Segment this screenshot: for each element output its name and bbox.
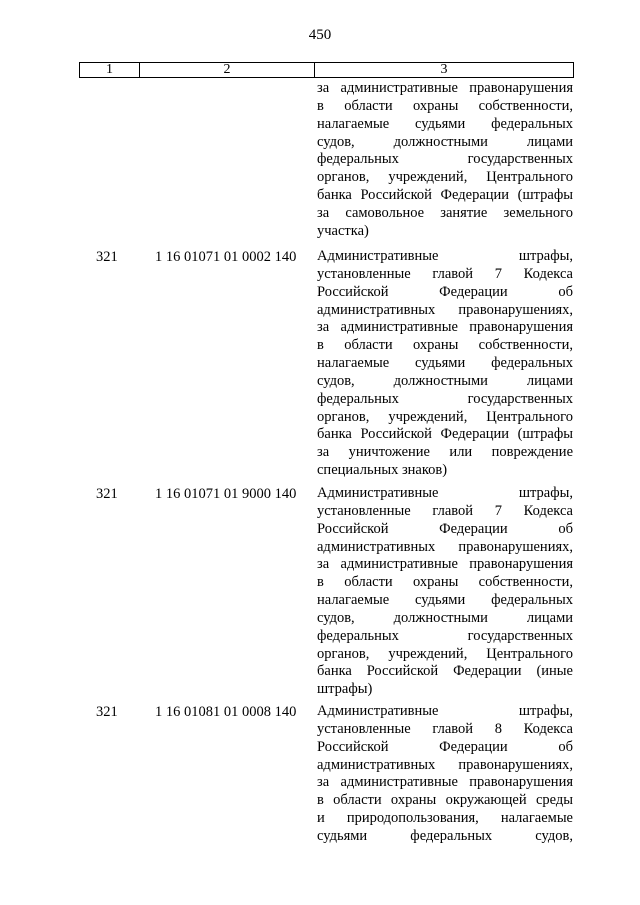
header-col-3: 3 — [440, 62, 448, 77]
description-line: установленные главой 7 Кодекса — [317, 265, 573, 282]
description-line: судов, должностными лицами — [317, 133, 573, 150]
description-line: федеральных государственных — [317, 151, 573, 168]
description-line: участка) — [317, 222, 369, 239]
description-line: банка Российской Федерации (штрафы — [317, 187, 573, 204]
description-line: органов, учреждений, Центрального — [317, 169, 573, 186]
header-col-2: 2 — [140, 63, 315, 77]
description-line: судов, должностными лицами — [317, 609, 573, 626]
description-line: за уничтожение или повреждение — [317, 444, 573, 461]
description-line: штрафы) — [317, 681, 373, 698]
description-line: административных правонарушениях, — [317, 538, 573, 555]
row-description — [317, 703, 573, 846]
description-line: налагаемые судьями федеральных — [317, 355, 573, 372]
description-line: в области охраны собственности, — [317, 97, 573, 114]
row-description — [317, 485, 573, 699]
description-line: специальных знаков) — [317, 462, 448, 479]
continued-description — [317, 80, 573, 241]
table-header — [79, 62, 574, 78]
description-line: налагаемые судьями федеральных — [317, 115, 573, 132]
description-line: в области охраны собственности, — [317, 574, 573, 591]
description-line: налагаемые судьями федеральных — [317, 592, 573, 609]
description-line: судьями федеральных судов, — [317, 827, 573, 844]
description-line: и природопользования, налагаемые — [317, 810, 573, 827]
description-line: Административные штрафы, — [317, 485, 573, 501]
row-description — [317, 248, 573, 480]
description-line: федеральных государственных — [317, 390, 573, 407]
description-line: Российской Федерации об — [317, 283, 573, 300]
header-col-1: 1 — [80, 63, 140, 77]
description-line: Административные штрафы, — [317, 248, 573, 264]
description-line: установленные главой 7 Кодекса — [317, 502, 573, 519]
description-line: административных правонарушениях, — [317, 301, 573, 318]
description-line: за самовольное занятие земельного — [317, 204, 573, 221]
description-line: в области охраны окружающей среды — [317, 792, 573, 809]
description-line: за административные правонарушения — [317, 774, 573, 791]
admin-code: 321 — [96, 486, 118, 502]
description-line: установленные главой 8 Кодекса — [317, 720, 573, 737]
description-line: административных правонарушениях, — [317, 756, 573, 773]
admin-code: 321 — [96, 249, 118, 265]
description-line: Российской Федерации об — [317, 520, 573, 537]
description-line: банка Российской Федерации (иные — [317, 663, 573, 680]
description-line: органов, учреждений, Центрального — [317, 645, 573, 662]
description-line: судов, должностными лицами — [317, 372, 573, 389]
description-line: в области охраны собственности, — [317, 337, 573, 354]
description-line: Административные штрафы, — [317, 703, 573, 719]
description-line: федеральных государственных — [317, 627, 573, 644]
description-line: Российской Федерации об — [317, 738, 573, 755]
description-line: органов, учреждений, Центрального — [317, 408, 573, 425]
budget-classification-code: 1 16 01081 01 0008 140 — [155, 704, 297, 720]
admin-code: 321 — [96, 704, 118, 720]
description-line: банка Российской Федерации (штрафы — [317, 426, 573, 443]
description-line: за административные правонарушения — [317, 319, 573, 336]
description-line: за административные правонарушения — [317, 556, 573, 573]
page-number: 450 — [308, 27, 332, 43]
description-line: за административные правонарушения — [317, 80, 573, 96]
budget-classification-code: 1 16 01071 01 0002 140 — [155, 249, 297, 265]
budget-classification-code: 1 16 01071 01 9000 140 — [155, 486, 297, 502]
